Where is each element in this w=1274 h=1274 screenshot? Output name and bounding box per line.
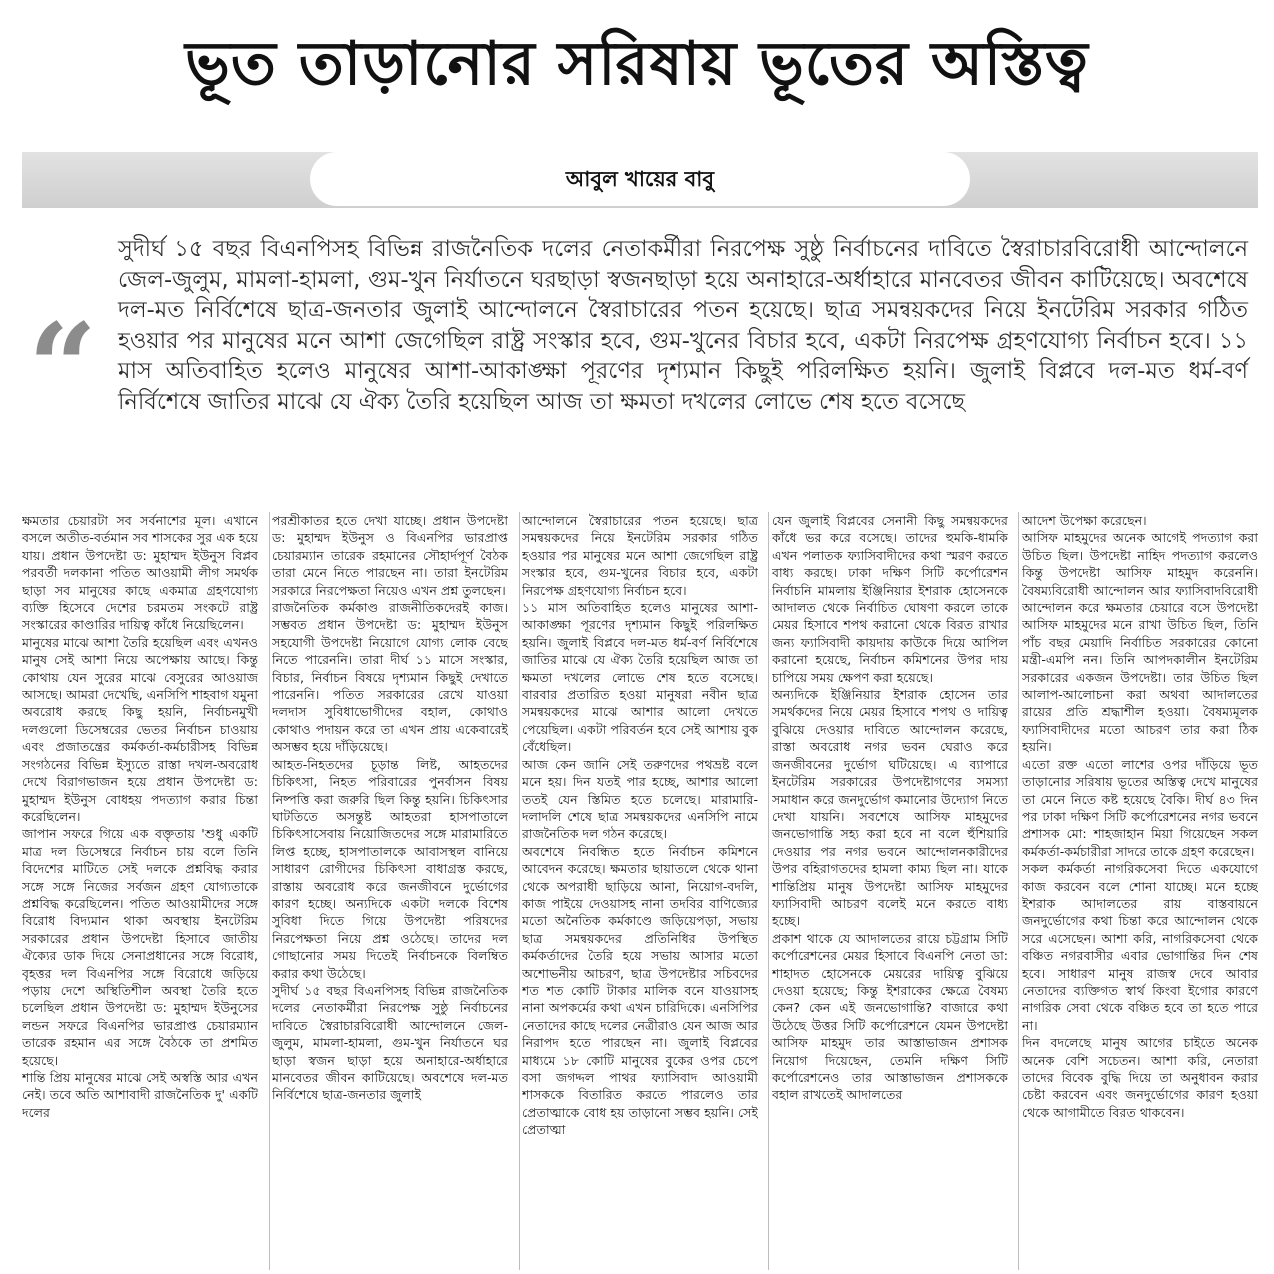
paragraph: মানুষের মাঝে আশা তৈরি হয়েছিল এবং এখনও মানুষ সেই আশা নিয়ে অপেক্ষায় আছে। কিন্তু কোথায় যেন সুরের মাঝে বেসুরের আওয়াজ আসছে। আমরা দেখেছি, এনসিপি শাহবাগ যমুনা অবরোধ করছে কিছু হয়নি, নির্বাচনমুখী দলগুলো ডিসেম্বরের ভেতর নির্বাচন চাওয়ায় এবং প্রজাতন্ত্রের কর্মকর্তা-কর্মচারীসহ বিভিন্ন সংগঠনের বিভিন্ন ইস্যুতে রাস্তা দখল-অবরোধ দেখে বিরাগভাজন হয়ে প্রধান উপদেষ্টা ড: মুহাম্মদ ইউনুস বোধহয় পদত্যাগ করার চিন্তা করেছিলেন। <box>22 634 258 824</box>
paragraph: ক্ষমতার চেয়ারটা সব সর্বনাশের মূল। এখানে বসলে অতীত-বর্তমান সব শাসকের সুর এক হয়ে যায়। প্রধান উপদেষ্টা ড: মুহাম্মদ ইউনুস বিপ্লব পরবর্তী দলকানা পতিত আওয়ামী লীগ সমর্থক ছাড়া সব মানুষের কাছে একমাত্র গ্রহণযোগ্য ব্যক্তি হিসেবে দেশের চরমতম সংকটে রাষ্ট্র সংস্কারের কাণ্ডারির দায়িত্ব কাঁধে নিয়েছিলেন। <box>22 513 258 633</box>
paragraph: যেন জুলাই বিপ্লবের সেনানী কিছু সমন্বয়কদের কাঁধে ভর করে বসেছে। তাদের হুমকি-ধামকি এখন পলাতক ফ্যাসিবাদীদের কথা স্মরণ করতে বাধ্য করছে। ঢাকা দক্ষিণ সিটি কর্পোরেশন নির্বাচনি মামলায় ইঞ্জিনিয়ার ইশরাক হোসেনকে আদালত থেকে নির্বাচিত ঘোষণা করলে তাকে মেয়র হিসাবে শপথ করানো থেকে বিরত রাখার জন্য ফ্যাসিবাদী কায়দায় কাউকে দিয়ে আপিল করানো হয়েছে, নির্বাচন কমিশনের উপর দায় চাপিয়ে সময় ক্ষেপণ করা হয়েছে। <box>772 513 1008 685</box>
column-5 <box>1022 512 1258 1270</box>
paragraph: অবশেষে নিবন্ধিত হতে নির্বাচন কমিশনে আবেদন করেছে। ক্ষমতার ছায়াতলে থেকে থানা থেকে অপরাধী ছাড়িয়ে আনা, নিয়োগ-বদলি, কাজ পাইয়ে দেওয়াসহ নানা তদবির বাণিজ্যের মতো অনৈতিক কর্মকাণ্ডে জড়িয়েপড়া, সভায় ছাত্র সমন্বয়কদের প্রতিনিধির উপস্থিত কর্মকর্তাদের তৈরি হয়ে সভায় আসার মতো অশোভনীয় আচরণ, ছাত্র উপদেষ্টার সচিবদের শত শত কোটি টাকার মালিক বনে যাওয়াসহ নানা অপকর্মের কথা এখন চারিদিকে। এনসিপির নেতাদের কাছে দলের নেত্রীরাও যেন আজ আর নিরাপদ হতে পারছেন না। জুলাই বিপ্লবের মাধ্যমে ১৮ কোটি মানুষের বুকের ওপর চেপে বসা জগদ্দল পাথর ফ্যাসিবাদ আওয়ামী শাসককে বিতারিত করতে পারলেও তার প্রেতাত্মাকে বোধ হয় তাড়ানো সম্ভব হয়নি। সেই প্রেতাত্মা <box>522 843 758 1138</box>
byline: আবুল খায়ের বাবু <box>565 167 715 191</box>
paragraph: শান্তি প্রিয় মানুষের মাঝে সেই অস্বস্তি আর এখন নেই। তবে অতি আশাবাদী রাজনৈতিক দু' একটি দলের <box>22 1070 258 1120</box>
paragraph: আন্দোলনে স্বৈরাচারের পতন হয়েছে। ছাত্র সমন্বয়কদের নিয়ে ইনটেরিম সরকার গঠিত হওয়ার পর মানুষের মনে আশা জেগেছিল রাষ্ট্র সংস্কার হবে, গুম-খুনের বিচার হবে, একটা নিরপেক্ষ গ্রহণযোগ্য নির্বাচন হবে। <box>522 513 758 598</box>
paragraph: অন্যদিকে ইঞ্জিনিয়ার ইশরাক হোসেন তার সমর্থকদের নিয়ে মেয়র হিসাবে শপথ ও দায়িত্ব বুঝিয়ে দেওয়ার দাবিতে আন্দোলন করেছে, রাস্তা অবরোধ নগর ভবন ঘেরাও করে জনজীবনের দুর্ভোগ ঘটিয়েছে। এ ব্যাপারে ইনটেরিম সরকারের উপদেষ্টাগণের সমস্যা সমাধান করে জনদুর্ভোগ কমানোর উদ্যোগ নিতে দেখা যায়নি। সবশেষে আসিফ মাহমুদের জনভোগান্তি সহ্য করা হবে না বলে হুঁশিয়ারি দেওয়ার পর নগর ভবনে আন্দোলনকারীদের উপর বহিরাগতদের হামলা কাম্য ছিল না। যাকে শান্তিপ্রিয় মানুষ উপদেষ্টা আসিফ মাহমুদের ফ্যাসিবাদী আচরণ বলেই মনে করতে বাধ্য হচ্ছে। <box>772 687 1008 929</box>
column-divider <box>1018 512 1019 1270</box>
column-1 <box>22 512 258 1270</box>
pull-quote-intro: সুদীর্ঘ ১৫ বছর বিএনপিসহ বিভিন্ন রাজনৈতিক দলের নেতাকর্মীরা নিরপেক্ষ সুষ্ঠু নির্বাচনের দাবিতে স্বৈরাচারবিরোধী আন্দোলনে জেল-জুলুম, মামলা-হামলা, গুম-খুন নির্যাতনে ঘরছাড়া স্বজনছাড়া হয়ে অনাহারে-অর্ধাহারে মানবেতর জীবন কাটিয়েছে। অবশেষে দল-মত নির্বিশেষে ছাত্র-জনতার জুলাই আন্দোলনে স্বৈরাচারের পতন হয়েছে। ছাত্র সমন্বয়কদের নিয়ে ইনটেরিম সরকার গঠিত হওয়ার পর মানুষের মনে আশা জেগেছিল রাষ্ট্র সংস্কার হবে, গুম-খুনের বিচার হবে, একটা নিরপেক্ষ গ্রহণযোগ্য নির্বাচন হবে। ১১ মাস অতিবাহিত হলেও মানুষের আশা-আকাঙ্ক্ষা পূরণের দৃশ্যমান কিছুই পরিলক্ষিত হয়নি। জুলাই বিপ্লবে দল-মত ধর্ম-বর্ণ নির্বিশেষে জাতির মাঝে যে ঐক্য তৈরি হয়েছিল আজ তা ক্ষমতা দখলের লোভে শেষ হতে বসেছে <box>118 236 1248 415</box>
paragraph: দিন বদলেছে মানুষ আগের চাইতে অনেক অনেক বেশি সচেতন। আশা করি, নেতারা তাদের বিবেক বুদ্ধি দিয়ে তা অনুধাবন করার চেষ্টা করবেন এবং জনদুর্ভোগের কারণ হওয়া থেকে আগামীতে বিরত থাকবেন। <box>1022 1035 1258 1120</box>
paragraph: প্রকাশ থাকে যে আদালতের রায়ে চট্টগ্রাম সিটি কর্পোরেশনের মেয়র হিসাবে বিএনপি নেতা ডা: শাহাদত হোসেনকে মেয়রের দায়িত্ব বুঝিয়ে দেওয়া হয়েছে; কিন্তু ইশরাকের ক্ষেত্রে বৈষম্য কেন? কেন এই জনভোগান্তি? বাজারে কথা উঠেছে উত্তর সিটি কর্পোরেশনে যেমন উপদেষ্টা আসিফ মাহমুদ তার আস্তাভাজন প্রশাসক নিয়োগ দিয়েছেন, তেমনি দক্ষিণ সিটি কর্পোরেশনেও তার আস্তাভাজন প্রশাসককে বহাল রাখতেই আদালতের <box>772 930 1008 1103</box>
column-3 <box>522 512 758 1270</box>
paragraph: রাজনৈতিক কর্মকাণ্ড রাজনীতিকদেরই কাজ। সম্ভবত প্রধান উপদেষ্টা ড: মুহাম্মদ ইউনুস সহযোগী উপদেষ্টা নিয়োগে যোগ্য লোক বেছে নিতে পারেননি। তারা দীর্ঘ ১১ মাসে সংস্কার, বিচার, নির্বাচন বিষয়ে দৃশ্যমান কিছুই দেখাতে পারেননি। পতিত সরকারের রেখে যাওয়া দলদাস সুবিধাভোগীদের বহাল, কোথাও কোথাও পদায়ন করে তা এখন প্রায় একেবারেই অসম্ভব হয়ে দাঁড়িয়েছে। <box>272 600 508 755</box>
column-4 <box>772 512 1008 1270</box>
paragraph: ১১ মাস অতিবাহিত হলেও মানুষের আশা-আকাঙ্ক্ষা পূরণের দৃশ্যমান কিছুই পরিলক্ষিত হয়নি। জুলাই বিপ্লবে দল-মত ধর্ম-বর্ণ নির্বিশেষে জাতির মাঝে যে ঐক্য তৈরি হয়েছিল আজ তা ক্ষমতা দখলের লোভে শেষ হতে বসেছে। বারবার প্রতারিত হওয়া মানুষরা নবীন ছাত্র সমন্বয়কদের মাঝে আশার আলো দেখতে পেয়েছিল। একটা পরিবর্তন হবে সেই আশায় বুক বেঁধেছিল। <box>522 600 758 755</box>
headline: ভূত তাড়ানোর সরিষায় ভূতের অস্তিত্ব <box>185 29 1089 99</box>
paragraph: আসিফ মাহমুদের অনেক আগেই পদত্যাগ করা উচিত ছিল। উপদেষ্টা নাহিদ পদত্যাগ করলেও কিন্তু উপদেষ্টা আসিফ মাহমুদ করেননি। বৈষম্যবিরোধী আন্দোলন আর ফ্যাসিবাদবিরোধী আন্দোলন করে ক্ষমতার চেয়ারে বসে উপদেষ্টা আসিফ মাহমুদের মনে রাখা উচিত ছিল, তিনি পাঁচ বছর মেয়াদি নির্বাচিত সরকারের কোনো মন্ত্রী-এমপি নন। তিনি আপদকালীন ইনটেরিম সরকারের একজন উপদেষ্টা। তার উচিত ছিল আলাপ-আলোচনা করা অথবা আদালতের রায়ের প্রতি শ্রদ্ধাশীল হওয়া। বৈষম্যমূলক ফ্যাসিবাদীদের মতো আচরণ তার করা ঠিক হয়নি। <box>1022 530 1258 755</box>
article-body <box>22 512 1258 1270</box>
paragraph: জাপান সফরে গিয়ে এক বক্তৃতায় 'শুধু একটি মাত্র দল ডিসেম্বরে নির্বাচন চায় বলে তিনি বিদেশের মাটিতে সেই দলকে প্রশ্নবিদ্ধ করার সঙ্গে সঙ্গে নিজের সর্বজন গ্রহণ যোগ্যতাকে প্রশ্নবিদ্ধ করেছিলেন। পতিত আওয়ামীদের সঙ্গে বিরোধ বিদ্যমান থাকা অবস্থায় ইনটেরিম সরকারের প্রধান উপদেষ্টা হিসাবে জাতীয় ঐক্যের ডাক দিয়ে সেনাপ্রধানের সঙ্গে বিরোধ, বৃহত্তর দল বিএনপির সঙ্গে বিরোধে জড়িয়ে পড়ায় দেশে অস্থিতিশীল অবস্থা তৈরি হতে চলেছিল প্রধান উপদেষ্টা ড: মুহাম্মদ ইউনুসের লন্ডন সফরে বিএনপির ভারপ্রাপ্ত চেয়ারম্যান তারেক রহমান এর সঙ্গে বৈঠকে তা প্রশমিত হয়েছে। <box>22 826 258 1068</box>
column-divider <box>519 512 520 1270</box>
paragraph: সকল কর্মকর্তা নাগরিকসেবা দিতে একযোগে কাজ করবেন বলে শোনা যাচ্ছে। মনে হচ্ছে ইশরাক আদালতের রায় বাস্তবায়নে জনদুর্ভোগের কথা চিন্তা করে আন্দোলন থেকে সরে এসেছেন। আশা করি, নাগরিকসেবা থেকে বঞ্চিত নগরবাসীর এবার ভোগান্তির দিন শেষ হবে। সাধারণ মানুষ রাজস্ব দেবে আবার নেতাদের ব্যক্তিগত স্বার্থ কিংবা ইগোর কারণে নাগরিক সেবা থেকে বঞ্চিত হবে তা হতে পারে না। <box>1022 861 1258 1033</box>
paragraph: সুদীর্ঘ ১৫ বছর বিএনপিসহ বিভিন্ন রাজনৈতিক দলের নেতাকর্মীরা নিরপেক্ষ সুষ্ঠু নির্বাচনের দাবিতে স্বৈরাচারবিরোধী আন্দোলনে জেল-জুলুম, মামলা-হামলা, গুম-খুন নির্যাতনে ঘর ছাড়া স্বজন ছাড়া হয়ে অনাহারে-অর্ধাহারে মানবেতর জীবন কাটিয়েছে। অবশেষে দল-মত নির্বিশেষে ছাত্র-জনতার জুলাই <box>272 982 508 1103</box>
paragraph: আজ কেন জানি সেই তরুণদের পথভ্রষ্ট বলে মনে হয়। দিন যতই পার হচ্ছে, আশার আলো ততই যেন স্তিমিত হতে চলেছে। মারামারি-দলাদলি শেষে ছাত্র সমন্বয়কদের এনসিপি নামে রাজনৈতিক দল গঠন করেছে। <box>522 756 758 842</box>
column-divider <box>768 512 769 1270</box>
quote-icon: “ <box>28 297 98 438</box>
paragraph: পরশ্রীকাতর হতে দেখা যাচ্ছে। প্রধান উপদেষ্টা ড: মুহাম্মদ ইউনুস ও বিএনপির ভারপ্রাপ্ত চেয়ারম্যান তারেক রহমানের সৌহার্দপূর্ণ বৈঠক তারা মেনে নিতে পারছেন না। তারা ইনটেরিম সরকারে নিরপেক্ষতা নিয়েও এখন প্রশ্ন তুলছেন। <box>272 513 508 598</box>
paragraph: আহত-নিহতদের চূড়ান্ত লিষ্ট, আহতদের চিকিৎসা, নিহত পরিবারের পুনর্বাসন বিষয় নিষ্পত্তি করা জরুরি ছিল কিন্তু হয়নি। চিকিৎসার ঘাটতিতে অসন্তুষ্ট আহতরা হাসপাতালে চিকিৎসাসেবায় নিয়োজিতদের সঙ্গে মারামারিতে লিপ্ত হচ্ছে, হাসপাতালকে আবাসস্থল বানিয়ে সাধারণ রোগীদের চিকিৎসা বাধাগ্রস্ত করছে, রাস্তায় অবরোধ করে জনজীবনে দুর্ভোগের কারণ হচ্ছে। অন্যদিকে একটা দলকে বিশেষ সুবিধা দিতে গিয়ে উপদেষ্টা পরিষদের নিরপেক্ষতা নিয়ে প্রশ্ন ওঠেছে। তাদের দল গোছানোর সময় দিতেই নির্বাচনকে বিলম্বিত করার কথা উঠেছে। <box>272 756 508 981</box>
column-divider <box>269 512 270 1270</box>
paragraph: এতো রক্ত এতো লাশের ওপর দাঁড়িয়ে ভূত তাড়ানোর সরিষায় ভূতের অস্তিত্ব দেখে মানুষের তা মেনে নিতে কষ্ট হয়েছে বৈকি। দীর্ঘ ৪৩ দিন পর ঢাকা দক্ষিণ সিটি কর্পোরেশনের নগর ভবনে প্রশাসক মো: শাহজাহান মিয়া গিয়েছেন সকল কর্মকর্তা-কর্মচারীরা সাদরে তাকে গ্রহণ করেছেন। <box>1022 756 1258 859</box>
paragraph: আদেশ উপেক্ষা করেছেন। <box>1022 513 1147 528</box>
column-2 <box>272 512 508 1270</box>
